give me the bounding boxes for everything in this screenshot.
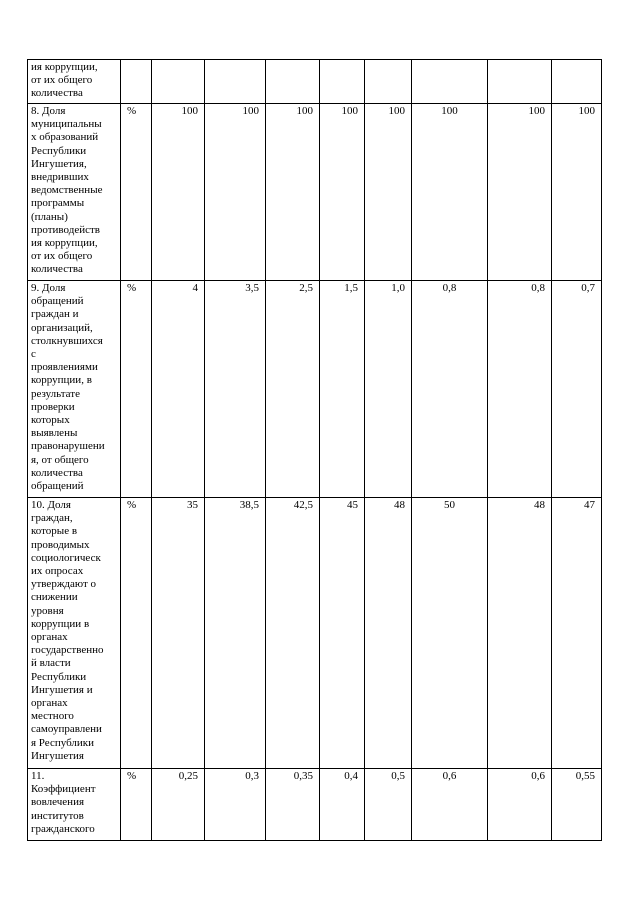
value-cell: 48 (488, 498, 552, 769)
value-cell (266, 60, 320, 104)
unit-cell: % (121, 498, 152, 769)
value-cell: 100 (266, 104, 320, 281)
value-cell: 100 (152, 104, 205, 281)
value-cell: 48 (365, 498, 412, 769)
value-cell (205, 60, 266, 104)
value-cell (552, 60, 602, 104)
value-cell: 0,25 (152, 769, 205, 841)
value-cell: 42,5 (266, 498, 320, 769)
value-cell: 0,3 (205, 769, 266, 841)
value-cell: 100 (488, 104, 552, 281)
value-cell (320, 60, 365, 104)
indicator-name-cell: 11. Коэффициент вовлечения институтов гражданского (28, 769, 121, 841)
value-cell: 0,7 (552, 281, 602, 498)
indicator-name-cell: 9. Доля обращений граждан и организаций, столкнувшихся с проявлениями коррупции, в результате проверки которых выявлены правонарушени я, от общего количества обращений (28, 281, 121, 498)
value-cell (488, 60, 552, 104)
value-cell: 0,4 (320, 769, 365, 841)
value-cell: 47 (552, 498, 602, 769)
indicators-table (27, 59, 602, 841)
value-cell: 1,0 (365, 281, 412, 498)
table-row (28, 769, 602, 841)
value-cell: 0,6 (488, 769, 552, 841)
value-cell (365, 60, 412, 104)
value-cell: 38,5 (205, 498, 266, 769)
table-row (28, 104, 602, 281)
value-cell: 45 (320, 498, 365, 769)
value-cell: 0,6 (412, 769, 488, 841)
value-cell: 100 (365, 104, 412, 281)
value-cell: 100 (320, 104, 365, 281)
unit-cell: % (121, 281, 152, 498)
value-cell: 100 (205, 104, 266, 281)
table-row (28, 281, 602, 498)
value-cell: 0,8 (488, 281, 552, 498)
unit-cell: % (121, 104, 152, 281)
value-cell: 0,5 (365, 769, 412, 841)
indicator-name-cell: 8. Доля муниципальны х образований Республики Ингушетия, внедривших ведомственные программы (планы) противодейств ия коррупции, от их общего количества (28, 104, 121, 281)
value-cell: 35 (152, 498, 205, 769)
unit-cell: % (121, 769, 152, 841)
value-cell: 2,5 (266, 281, 320, 498)
indicator-name-cell: ия коррупции, от их общего количества (28, 60, 121, 104)
value-cell: 100 (552, 104, 602, 281)
value-cell: 4 (152, 281, 205, 498)
value-cell: 0,55 (552, 769, 602, 841)
value-cell: 50 (412, 498, 488, 769)
indicator-name-cell: 10. Доля граждан, которые в проводимых социологическ их опросах утверждают о снижении уровня коррупции в органах государственно й власти Республики Ингушетия и органах местного самоуправлени я Республики Ингушетия (28, 498, 121, 769)
value-cell: 100 (412, 104, 488, 281)
value-cell: 1,5 (320, 281, 365, 498)
value-cell (152, 60, 205, 104)
value-cell: 0,35 (266, 769, 320, 841)
table-row (28, 60, 602, 104)
value-cell (412, 60, 488, 104)
unit-cell (121, 60, 152, 104)
table-row (28, 498, 602, 769)
value-cell: 3,5 (205, 281, 266, 498)
value-cell: 0,8 (412, 281, 488, 498)
